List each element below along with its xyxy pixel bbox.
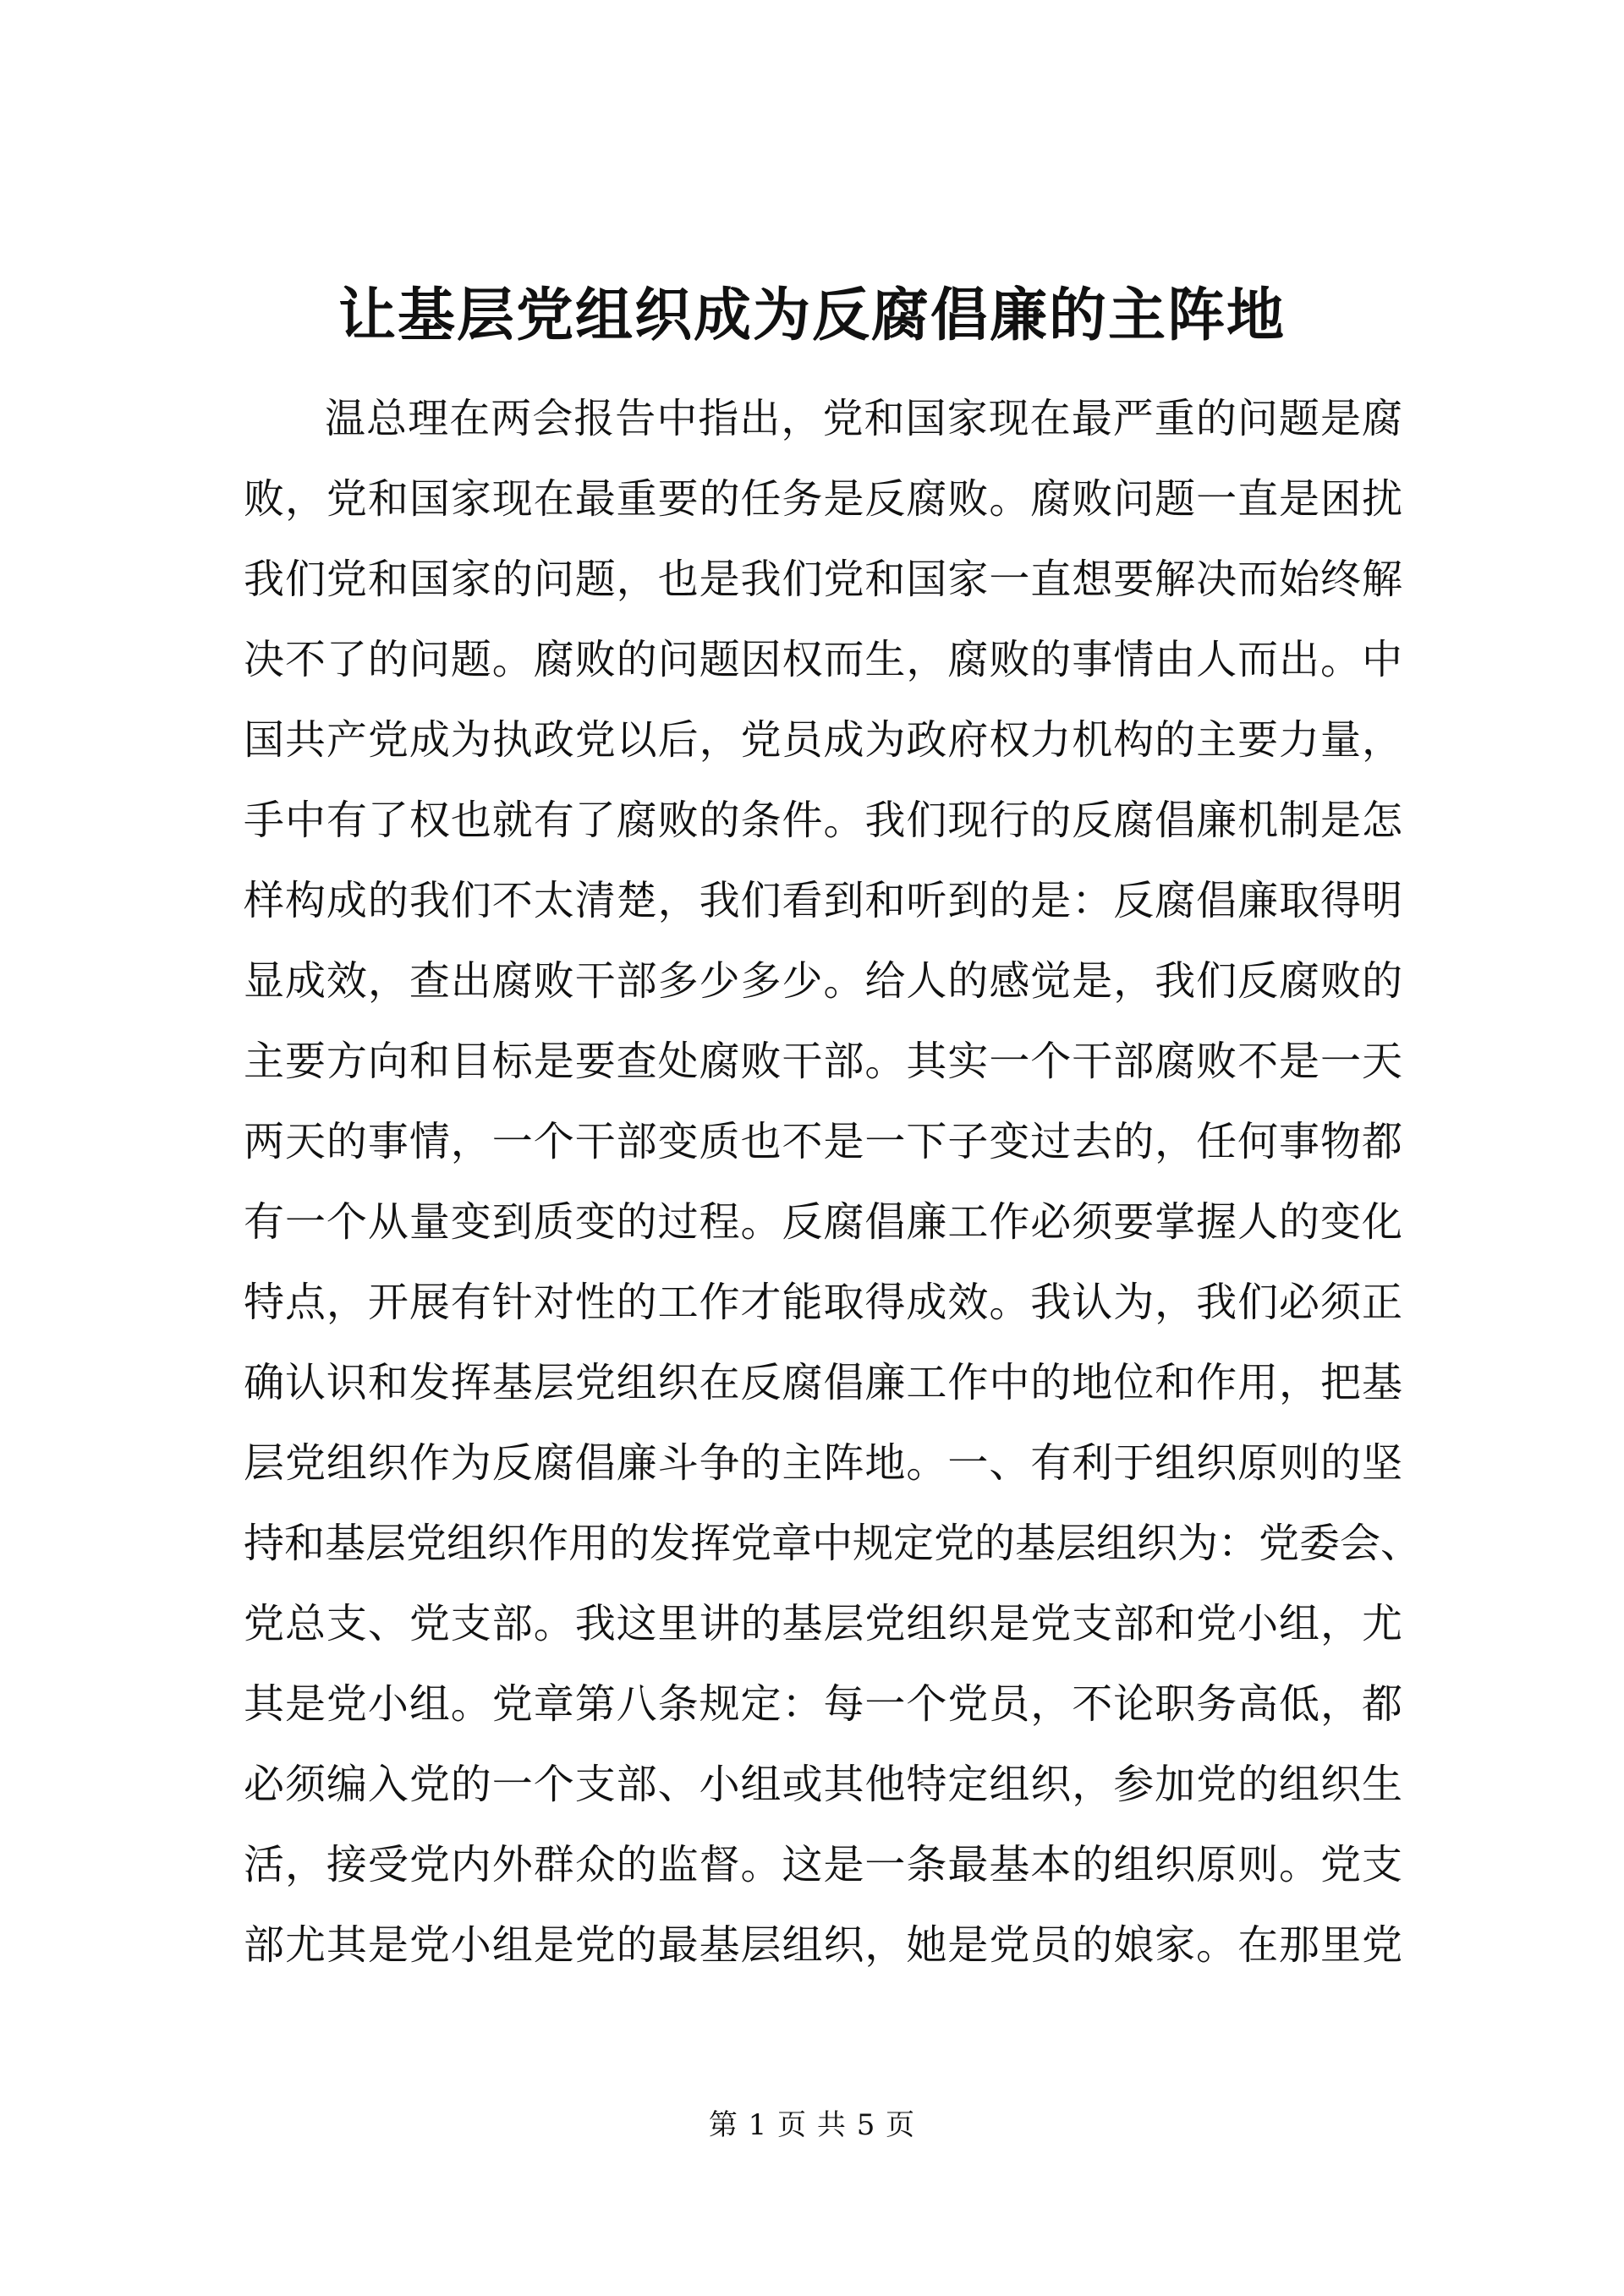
body-line: 显成效，查出腐败干部多少多少。给人的感觉是，我们反腐败的	[244, 957, 1402, 1005]
body-line: 层党组织作为反腐倡廉斗争的主阵地。一、有利于组织原则的坚	[244, 1439, 1402, 1487]
body-line: 决不了的问题。腐败的问题因权而生，腐败的事情由人而出。中	[244, 636, 1402, 683]
body-line: 主要方向和目标是要查处腐败干部。其实一个干部腐败不是一天	[244, 1038, 1402, 1085]
body-line: 败，党和国家现在最重要的任务是反腐败。腐败问题一直是困扰	[244, 475, 1402, 523]
body-line: 手中有了权也就有了腐败的条件。我们现行的反腐倡廉机制是怎	[244, 797, 1402, 844]
body-line: 持和基层党组织作用的发挥党章中规定党的基层组织为：党委会、	[244, 1520, 1422, 1567]
body-line: 样构成的我们不太清楚，我们看到和听到的是：反腐倡廉取得明	[244, 877, 1402, 924]
body-line: 党总支、党支部。我这里讲的基层党组织是党支部和党小组，尤	[244, 1600, 1402, 1647]
body-line: 国共产党成为执政党以后，党员成为政府权力机构的主要力量，	[244, 716, 1402, 764]
document-body	[244, 379, 1422, 1986]
body-line: 必须编入党的一个支部、小组或其他特定组织，参加党的组织生	[244, 1761, 1402, 1808]
page-footer: 第 1 页 共 5 页	[708, 2108, 916, 2142]
document-title: 让基层党组织成为反腐倡廉的主阵地	[337, 282, 1286, 349]
body-line: 有一个从量变到质变的过程。反腐倡廉工作必须要掌握人的变化	[244, 1198, 1402, 1246]
body-line: 我们党和国家的问题，也是我们党和国家一直想要解决而始终解	[244, 556, 1402, 603]
body-line: 温总理在两会报告中指出，党和国家现在最严重的问题是腐	[325, 395, 1402, 442]
body-line: 活，接受党内外群众的监督。这是一条最基本的组织原则。党支	[244, 1841, 1402, 1888]
body-line: 两天的事情，一个干部变质也不是一下子变过去的，任何事物都	[244, 1118, 1402, 1165]
body-line: 其是党小组。党章第八条规定：每一个党员，不论职务高低，都	[244, 1680, 1402, 1728]
body-line: 特点，开展有针对性的工作才能取得成效。我认为，我们必须正	[244, 1279, 1402, 1326]
body-line: 部尤其是党小组是党的最基层组织，她是党员的娘家。在那里党	[244, 1921, 1402, 1969]
body-line: 确认识和发挥基层党组织在反腐倡廉工作中的地位和作用，把基	[244, 1359, 1402, 1406]
